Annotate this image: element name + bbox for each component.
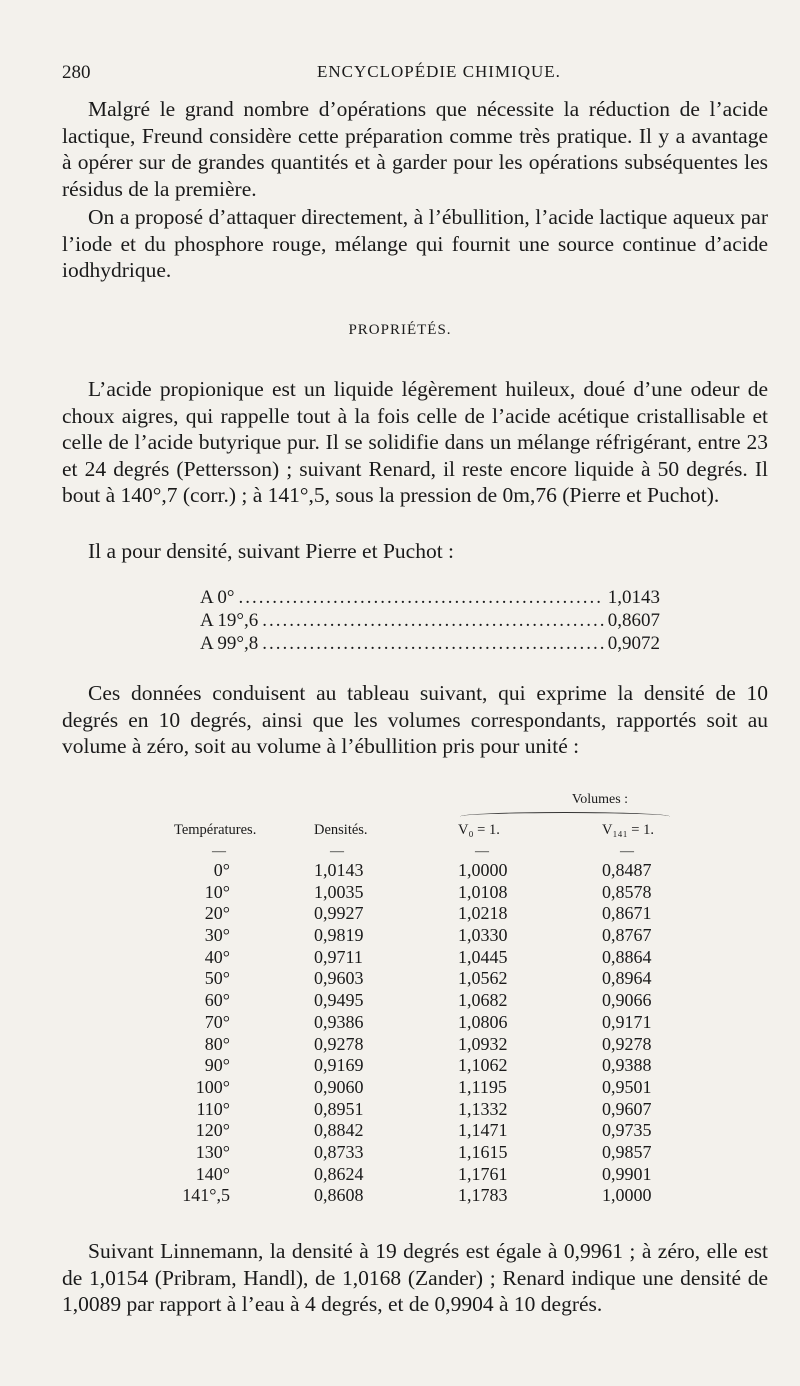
density-row (200, 586, 660, 609)
col-header-v141: V₁₄₁ = 1. (602, 822, 654, 838)
header-dash: — (620, 844, 634, 859)
volumes-label: Volumes : (571, 792, 629, 807)
cell-v141: 0,8964 (602, 968, 652, 989)
cell-v0: 1,0682 (458, 990, 508, 1011)
cell-density: 0,8842 (314, 1120, 364, 1141)
cell-temperature: 80° (204, 1033, 230, 1054)
paragraph-text: Malgré le grand nombre d’opérations que nécessite la réduction de l’acide lactique, Freund considère cette préparation comme très pratique. Il y a avantage à opérer sur de grandes quantités et à garder pour les opérations subséquentes les résidus de la première. (62, 97, 768, 201)
table-body (170, 860, 670, 1207)
paragraph-freund (62, 96, 768, 202)
table-row (170, 1142, 670, 1164)
cell-density: 0,8951 (314, 1098, 364, 1119)
density-value: 0,9072 (607, 633, 660, 654)
page-header (62, 62, 762, 88)
table-row (170, 1034, 670, 1056)
table-row (170, 1077, 670, 1099)
col-header-temperature: Températures. (174, 822, 257, 838)
cell-density: 1,0035 (314, 881, 364, 902)
cell-v0: 1,0218 (458, 903, 508, 924)
cell-v141: 0,9278 (602, 1033, 652, 1054)
cell-density: 0,9603 (314, 968, 364, 989)
cell-v0: 1,1332 (458, 1098, 508, 1119)
table-row (170, 1185, 670, 1207)
cell-density: 0,9711 (314, 946, 363, 967)
cell-v141: 0,9607 (602, 1098, 652, 1119)
cell-v141: 0,8864 (602, 946, 652, 967)
table-row (170, 1055, 670, 1077)
cell-density: 0,9278 (314, 1033, 364, 1054)
cell-v0: 1,1062 (458, 1055, 508, 1076)
table-row (170, 882, 670, 904)
cell-density: 0,9819 (314, 925, 364, 946)
cell-v0: 1,1195 (458, 1076, 507, 1097)
cell-temperature: 70° (204, 1011, 230, 1032)
cell-v0: 1,0000 (458, 860, 508, 880)
cell-v141: 0,9171 (602, 1011, 652, 1032)
cell-density: 0,8733 (314, 1141, 364, 1162)
paragraph-properties (62, 376, 768, 509)
density-row (200, 632, 660, 655)
cell-v141: 0,9066 (602, 990, 652, 1011)
running-title: ENCYCLOPÉDIE CHIMIQUE. (317, 62, 561, 81)
cell-v0: 1,1761 (458, 1163, 508, 1184)
dot-leader (262, 632, 603, 655)
cell-v141: 0,9857 (602, 1141, 652, 1162)
cell-v141: 1,0000 (602, 1185, 652, 1206)
paragraph-iodine-method (62, 204, 768, 284)
paragraph-table-intro (62, 680, 768, 760)
cell-v0: 1,0806 (458, 1011, 508, 1032)
cell-temperature: 50° (204, 968, 230, 989)
cell-v141: 0,9901 (602, 1163, 652, 1184)
col-header-density: Densités. (314, 822, 368, 838)
cell-v0: 1,0330 (458, 925, 508, 946)
density-label: A 19°,6 (200, 610, 259, 631)
table-row (170, 925, 670, 947)
dot-leader (239, 586, 604, 609)
col-header-v0: V₀ = 1. (458, 822, 500, 838)
header-dash: — (475, 844, 489, 859)
cell-temperature: 20° (204, 903, 230, 924)
paragraph-text: On a proposé d’attaquer directement, à l’ébullition, l’acide lactique aqueux par l’iode et du phosphore rouge, mélange qui fournit une source continue d’acide iodhydrique. (62, 205, 768, 282)
table-row (170, 990, 670, 1012)
cell-temperature: 120° (195, 1120, 230, 1141)
table-row (170, 903, 670, 925)
paragraph-density-intro (62, 538, 768, 565)
cell-v0: 1,1783 (458, 1185, 508, 1206)
density-value: 1,0143 (607, 587, 660, 608)
cell-v0: 1,0562 (458, 968, 508, 989)
density-row (200, 609, 660, 632)
density-label: A 0° (200, 587, 235, 608)
cell-temperature: 90° (204, 1055, 230, 1076)
cell-density: 0,8624 (314, 1163, 364, 1184)
cell-density: 1,0143 (314, 860, 364, 880)
cell-density: 0,9060 (314, 1076, 364, 1097)
cell-v0: 1,1471 (458, 1120, 508, 1141)
cell-temperature: 60° (204, 990, 230, 1011)
header-dash: — (212, 844, 226, 859)
cell-v141: 0,8578 (602, 881, 652, 902)
cell-temperature: 100° (195, 1076, 230, 1097)
cell-density: 0,8608 (314, 1185, 364, 1206)
header-dash: — (330, 844, 344, 859)
cell-temperature: 141°,5 (182, 1185, 230, 1206)
paragraph-text: Suivant Linnemann, la densité à 19 degrés est égale à 0,9961 ; à zéro, elle est de 1,0154 (Pribram, Handl), de 1,0168 (Zander) ; Renard indique une densité de 1,0089 par rapport à l’eau à 4 degrés, et de 0,9904 à 10 degrés. (62, 1239, 768, 1316)
dot-leader (262, 609, 603, 632)
cell-temperature: 40° (204, 946, 230, 967)
cell-temperature: 140° (195, 1163, 230, 1184)
table-row (170, 968, 670, 990)
cell-v141: 0,8671 (602, 903, 652, 924)
cell-temperature: 30° (204, 925, 230, 946)
paragraph-text: L’acide propionique est un liquide légèrement huileux, doué d’une odeur de choux aigres, qui rappelle tout à la fois celle de l’acide acétique cristallisable et celle de l’acide butyrique pur. Il se solidifie dans un mélange réfrigérant, entre 23 et 24 degrés (Pettersson) ; suivant Renard, il reste encore liquide à 50 degrés. Il bout à 140°,7 (corr.) ; à 141°,5, sous la pression de 0m,76 (Pierre et Puchot). (62, 377, 768, 507)
paragraph-linnemann (62, 1238, 768, 1318)
cell-v141: 0,9388 (602, 1055, 652, 1076)
cell-density: 0,9495 (314, 990, 364, 1011)
cell-v0: 1,0932 (458, 1033, 508, 1054)
page-number: 280 (62, 62, 91, 83)
table-row (170, 947, 670, 969)
cell-temperature: 110° (196, 1098, 230, 1119)
density-label: A 99°,8 (200, 633, 259, 654)
table-row (170, 1164, 670, 1186)
cell-density: 0,9169 (314, 1055, 364, 1076)
cell-v141: 0,9735 (602, 1120, 652, 1141)
cell-temperature: 0° (213, 860, 230, 880)
volumes-brace (460, 812, 670, 821)
cell-v0: 1,0108 (458, 881, 508, 902)
density-list (200, 586, 660, 655)
density-value: 0,8607 (607, 610, 660, 631)
cell-temperature: 130° (195, 1141, 230, 1162)
paragraph-text: Il a pour densité, suivant Pierre et Puchot : (88, 539, 455, 563)
cell-v141: 0,9501 (602, 1076, 652, 1097)
cell-v0: 1,0445 (458, 946, 508, 967)
cell-temperature: 10° (204, 881, 230, 902)
table-row (170, 860, 670, 882)
section-title: PROPRIÉTÉS. (348, 322, 452, 338)
cell-v0: 1,1615 (458, 1141, 508, 1162)
paragraph-text: Ces données conduisent au tableau suivant, qui exprime la densité de 10 degrés en 10 degrés, ainsi que les volumes correspondants, rapportés soit au volume à zéro, soit au volume à l’ébullition pris pour unité : (62, 681, 768, 758)
cell-v141: 0,8487 (602, 860, 652, 880)
table-row (170, 1120, 670, 1142)
cell-density: 0,9386 (314, 1011, 364, 1032)
cell-v141: 0,8767 (602, 925, 652, 946)
table-row (170, 1099, 670, 1121)
cell-density: 0,9927 (314, 903, 364, 924)
table-row (170, 1012, 670, 1034)
